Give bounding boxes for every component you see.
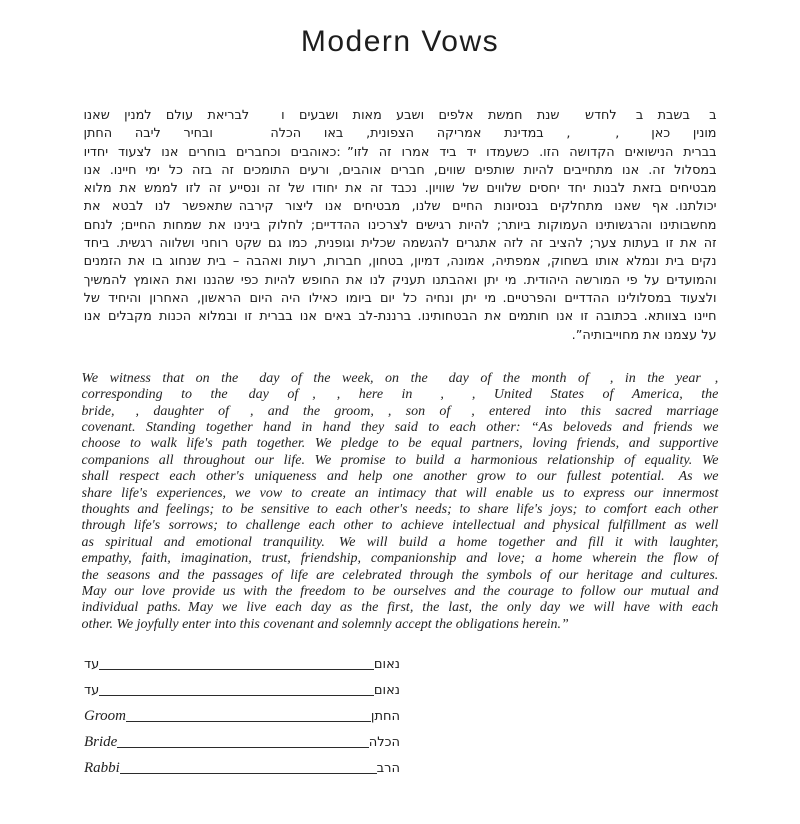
- signature-row-witness-1: [84, 653, 400, 673]
- text-line: companions all throughout our life. We promise to build a harmonious relationship of equality. We: [81, 452, 719, 468]
- text-line: זה את זו בעתות צער; להציב זה לזה אתגרים להגשמה שכלית וגופנית, כמו גם שקט רוחני ושלווה רגשית. ביחד: [83, 236, 717, 252]
- text-line: share life's experiences, we vow to create an intimacy that will enable us to express our innermost: [81, 485, 719, 501]
- text-line: על עצמנו את מחוייבותיה”.: [571, 327, 717, 343]
- groom-hebrew-label: החתן: [370, 709, 400, 725]
- text-line: covenant. Standing together hand in hand they said to each other: “As beloveds and friends we: [81, 420, 719, 436]
- text-line: מונין כאן , , במדינת אמריקה הצפונית, באו הכלה ובחיר ליבה החתן: [83, 126, 717, 142]
- text-line: ב בשבת ב לחדש שנת חמשת אלפים ושבע מאות ושבעים ו לבריאת עולם למנין שאנו: [83, 108, 717, 123]
- witness-signature-line-2: [99, 695, 374, 696]
- rabbi-signature-line: [120, 773, 377, 774]
- text-line: as spiritual and emotional tranquility. We will build a home together and fill it with laughter,: [81, 534, 719, 550]
- witness-hebrew-label-1: נאום: [373, 657, 400, 673]
- text-line: corresponding to the day of , , here in , , United States of America, the: [81, 387, 719, 403]
- ketubah-document: [0, 24, 800, 824]
- text-line: במסלול זה. אנו מתחייבים להיות שותפים שווים, חברים אוהבים, ורעים התומכים זה בזה כל ימי חיינו. אנו: [83, 162, 717, 178]
- rabbi-label: Rabbi: [84, 760, 120, 777]
- text-line: והמועדים על פי המורשה היהודית. מי יתן ואהבתנו תעניק לנו את החופש להיות כפי שהננו ואת האומץ להמשיך: [83, 272, 717, 288]
- text-line: choose to walk life's path together. We pledge to be equal partners, loving friends, and supportive: [81, 436, 719, 452]
- text-line: יכולתנו. אף שאנו מתחלקים בנסיונות החיים שלנו, מבטיחים אנו ליצור קירבה שתאפשר לנו לבטא את: [83, 199, 717, 215]
- document-title: Modern Vows: [300, 25, 500, 58]
- text-line: through life's sorrows; to challenge each other to achieve intellectual and physical fulfillment as well: [81, 518, 719, 534]
- text-line: May our love provide us with the freedom to be ourselves and the courage to follow our mutual and: [81, 583, 719, 599]
- bride-signature-line: [117, 747, 368, 748]
- signature-row-bride: [84, 731, 400, 751]
- text-line: shall respect each other's uniqueness and help one another grow to our fullest potential. As we: [81, 469, 719, 485]
- signature-row-groom: [84, 705, 400, 725]
- text-line: empathy, faith, imagination, trust, friendship, companionship and love; a home wherein the flow of: [81, 551, 719, 567]
- groom-signature-line: [126, 721, 371, 722]
- witness-hebrew-label-2: נאום: [373, 683, 400, 699]
- text-line: bride, , daughter of , and the groom, , son of , entered into this sacred marriage: [81, 403, 719, 419]
- text-line: מחשבותינו והרגשותינו העמוקות ביותר; להיות רגישים לצרכינו ההדדיים; לחלוק בינינו את שמחות החיים; לנחם: [83, 217, 717, 233]
- signature-section: [84, 653, 400, 777]
- signature-row-rabbi: [84, 757, 400, 777]
- text-line: We witness that on the day of the week, on the day of the month of , in the year ,: [81, 370, 719, 386]
- text-line: בברית הנישואים הקדושה הזו. כשעמדו יד ביד אמרו זה לזו” :כאוהבים וכחברים בוחרים אנו לצעוד יחדיו: [83, 144, 717, 160]
- text-line: חיינו בצוותא. בכתובה זו אנו חותמים את הבטחותינו. ברננת-לב באים אנו בברית זו ובמלוא הכנות מקבלים אנו: [83, 309, 717, 325]
- text-line: the seasons and the passages of life are celebrated through the symbols of our heritage and cultures.: [81, 567, 719, 583]
- groom-label: Groom: [84, 708, 126, 725]
- text-line: נקים בית ונמלא אותו בשחוק, אמפתיה, אמונה, דמיון, בטחון, חברות, רעות ואהבה – בית שנחוג בו את הזמנים: [83, 254, 717, 270]
- text-line: ולצעוד במסלולינו ההדדיים והפרטיים. מי יתן ונחיה כל יום ביומו כאילו היה היום הראשון, האחרון והיחיד של: [83, 290, 717, 306]
- witness-label-2: עד: [84, 683, 100, 699]
- rabbi-hebrew-label: הרב: [376, 761, 400, 777]
- bride-hebrew-label: הכלה: [368, 735, 400, 751]
- text-line: other. We joyfully enter into this covenant and solemnly accept the obligations herein.”: [81, 616, 569, 632]
- witness-signature-line-1: [99, 669, 374, 670]
- text-line: מבטיחים בזאת לבנות יחד יחסים שלווים של שוויון. נכבד זה את יחודו של זה ונסייע זה לזו לממש את מלוא: [83, 181, 717, 197]
- text-line: thoughts and feelings; to be sensitive to each other's needs; to share life's joys; to comfort each other: [81, 501, 719, 517]
- bride-label: Bride: [84, 734, 118, 751]
- signature-row-witness-2: [84, 679, 400, 699]
- witness-label-1: עד: [84, 657, 100, 673]
- hebrew-text-block: [84, 107, 717, 345]
- english-text-block: [82, 371, 719, 633]
- text-line: individual paths. May we live each day as the first, the last, the only day we will have with each: [81, 600, 719, 616]
